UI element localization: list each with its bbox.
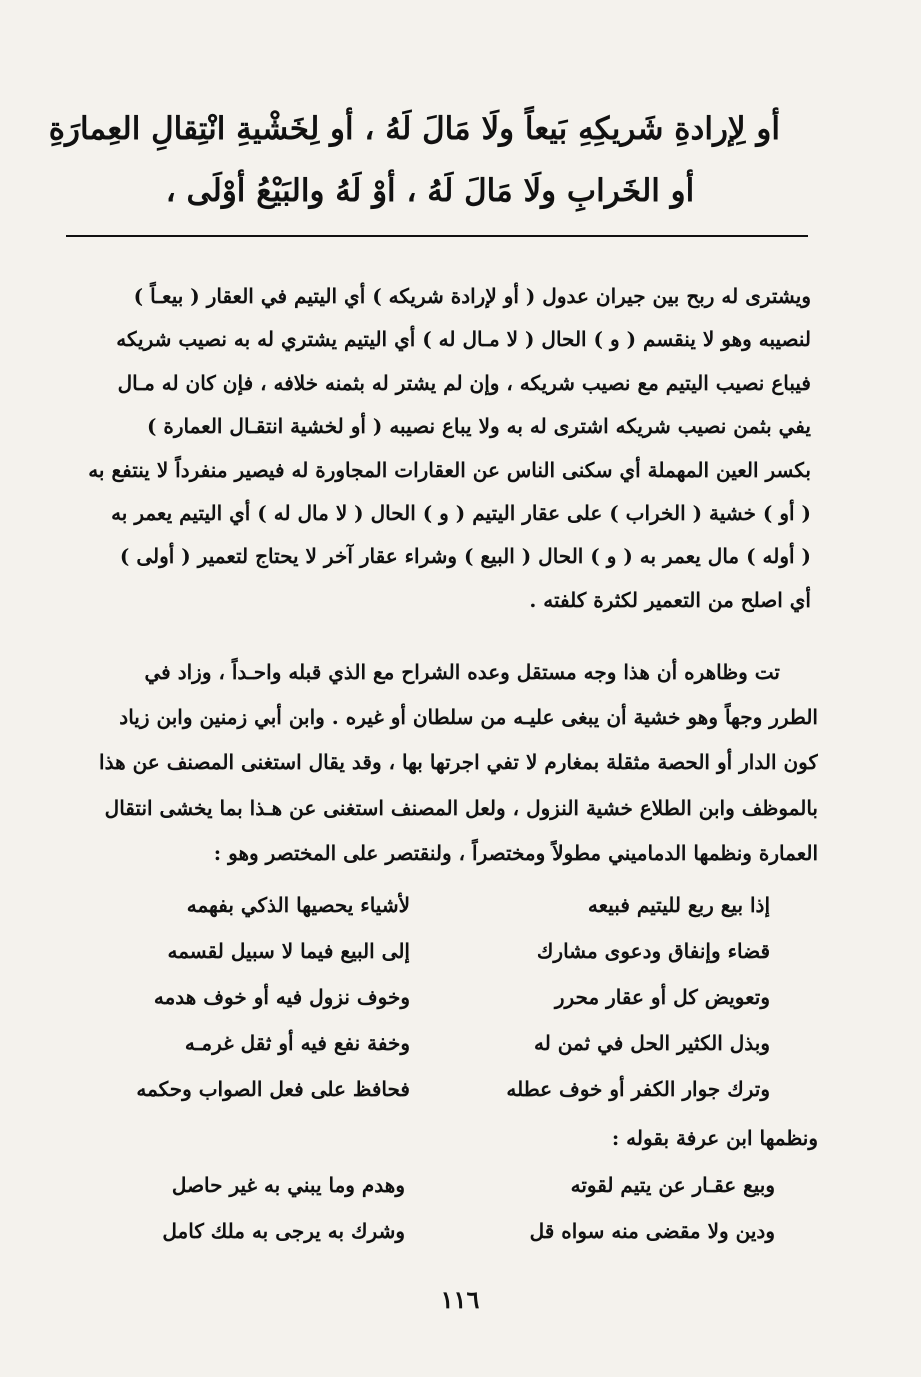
matn-line: أو الخَرابِ ولَا مَالَ لَهُ ، أوْ لَهُ والبَيْعُ أوْلَى ، <box>165 173 695 209</box>
verse-second-half: وهدم وما يبني به غير حاصل <box>171 1173 405 1197</box>
page-number: ١١٦ <box>440 1285 480 1314</box>
poem-intro: ونظمها ابن عرفة بقوله : <box>611 1126 818 1150</box>
poem-verse <box>120 885 770 931</box>
verse-second-half: وشرك به يرجى به ملك كامل <box>162 1219 405 1243</box>
matn-line: أو لِإرادةِ شَريكِهِ بَيعاً ولَا مَالَ لَهُ ، أو لِخَشْيةِ انْتِقالِ العِمارَةِ <box>48 111 780 147</box>
verse-first-half: وتعويض كل أو عقار محرر <box>554 985 770 1009</box>
note-line: الطرر وجهاً وهو خشية أن يبغى عليـه من سلطان أو غيره . وابن أبي زمنين وابن زياد <box>119 705 818 730</box>
commentary-line: يفي بثمن نصيب شريكه اشترى له به ولا يباع نصيبه ( أو لخشية انتقـال العمارة ) <box>146 414 811 439</box>
commentary-line: ( أو ) خشية ( الخراب ) على عقار اليتيم ( و ) الحال ( لا مال له ) أي اليتيم يعمر به <box>111 501 811 526</box>
commentary-line: بكسر العين المهملة أي سكنى الناس عن العقارات المجاورة له فيصير منفرداً لا ينتفع به <box>88 457 811 482</box>
divider-rule <box>66 235 808 237</box>
note-line: العمارة ونظمها الدماميني مطولاً ومختصراً ، ولنقتصر على المختصر وهو : <box>213 840 818 865</box>
commentary-line: ويشترى له ربح بين جيران عدول ( أو لإرادة شريكه ) أي اليتيم في العقار ( بيعـاً ) <box>133 284 811 308</box>
verse-second-half: إلى البيع فيما لا سبيل لقسمه <box>167 939 410 963</box>
note-line: تت وظاهره أن هذا وجه مستقل وعده الشراح مع الذي قبله واحـداً ، وزاد في <box>144 660 780 684</box>
verse-first-half: قضاء وإنفاق ودعوى مشارك <box>536 939 770 963</box>
commentary-text <box>66 275 811 622</box>
commentary-line: فيباع نصيب اليتيم مع نصيب شريكه ، وإن لم يشتر له بثمنه خلافه ، فإن كان له مـال <box>117 370 811 395</box>
verse-first-half: وبيع عقـار عن يتيم لقوته <box>570 1173 775 1197</box>
note-line: بالموظف وابن الطلاع خشية النزول ، ولعل المصنف استغنى عن هـذا بما يخشى انتقال <box>104 795 818 820</box>
poem-verse <box>120 931 770 977</box>
matn-text <box>48 98 780 222</box>
verse-second-half: فحافظ على فعل الصواب وحكمه <box>136 1077 410 1101</box>
commentary-line: لنصيبه وهو لا ينقسم ( و ) الحال ( لا مـال له ) أي اليتيم يشتري له به نصيب شريكه <box>116 327 811 352</box>
verse-first-half: وبذل الكثير الحل في ثمن له <box>534 1031 770 1055</box>
poem-verse <box>120 1069 770 1115</box>
poem-verse <box>115 1211 775 1257</box>
verse-first-half: إذا بيع ربع لليتيم فبيعه <box>587 893 770 917</box>
note-line: كون الدار أو الحصة مثقلة بمغارم لا تفي اجرتها بها ، وقد يقال استغنى المصنف عن هذا <box>99 750 818 775</box>
poem-verse <box>120 977 770 1023</box>
note-text <box>66 650 818 876</box>
commentary-line: أي اصلح من التعمير لكثرة كلفته . <box>529 587 811 612</box>
verse-second-half: لأشياء يحصيها الذكي بفهمه <box>186 893 410 917</box>
verse-second-half: وخفة نفع فيه أو ثقل غرمـه <box>184 1031 410 1055</box>
poem-verse <box>115 1165 775 1211</box>
poem-damamini <box>120 885 770 1115</box>
commentary-line: ( أوله ) مال يعمر به ( و ) الحال ( البيع ) وشراء عقار آخر لا يحتاج لتعمير ( أولى ) <box>119 544 811 569</box>
verse-first-half: ودين ولا مقضى منه سواه قل <box>529 1219 775 1243</box>
poem-ibn-arafa <box>115 1165 775 1257</box>
poem-verse <box>120 1023 770 1069</box>
verse-first-half: وترك جوار الكفر أو خوف عطله <box>506 1077 770 1101</box>
verse-second-half: وخوف نزول فيه أو خوف هدمه <box>153 985 410 1009</box>
